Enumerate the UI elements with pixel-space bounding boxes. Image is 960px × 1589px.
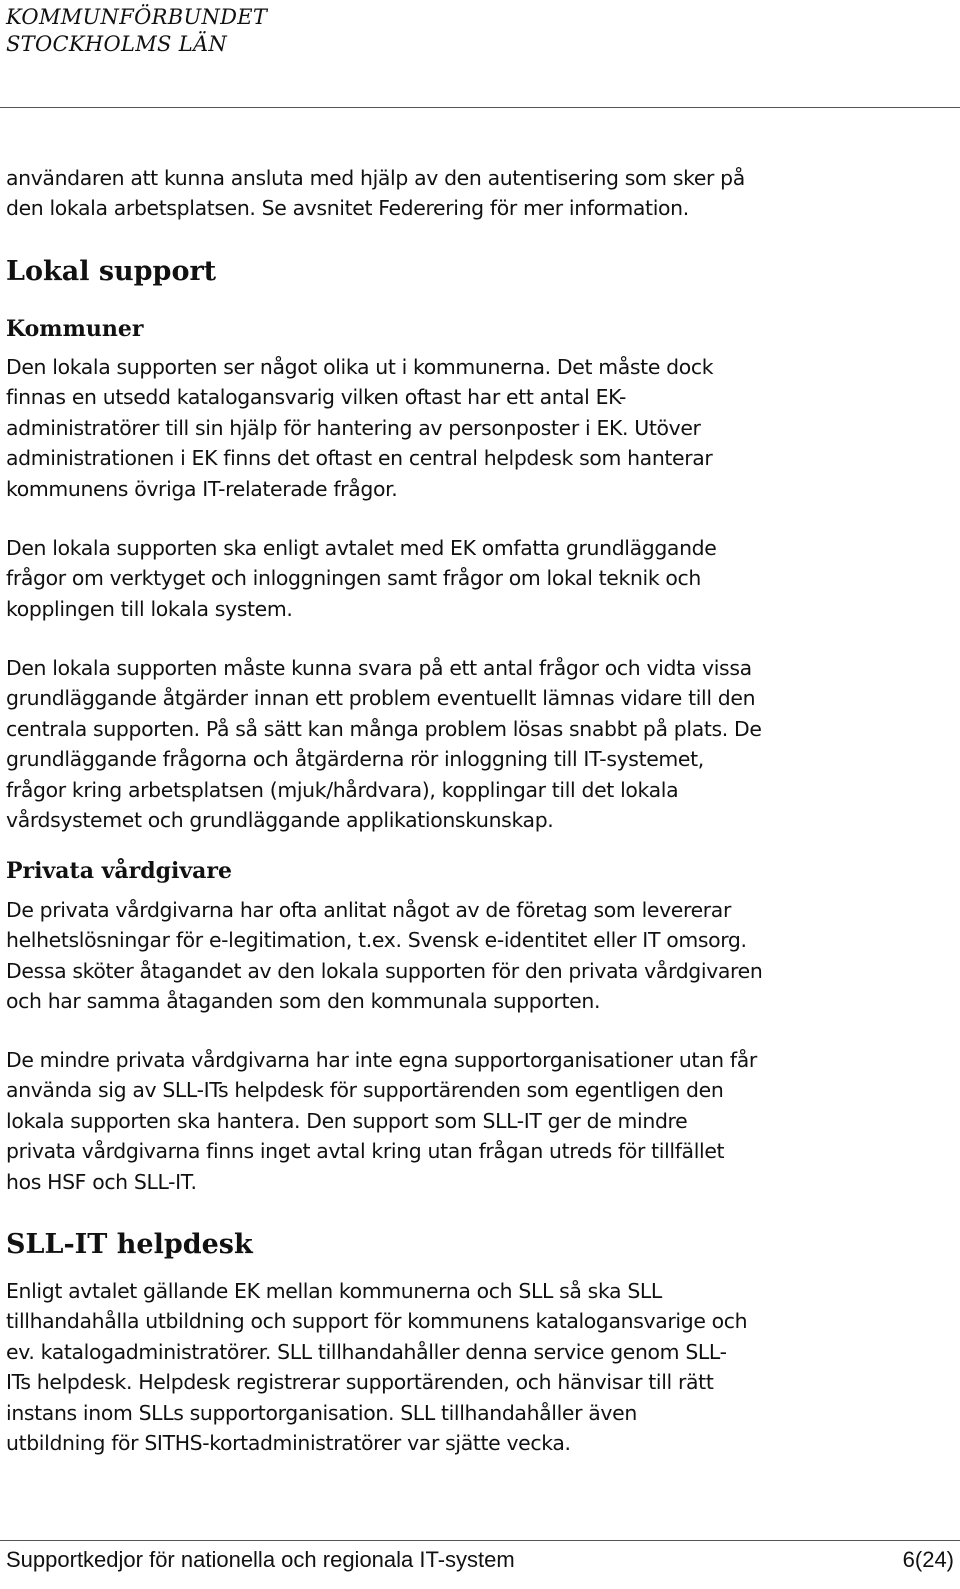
text-line: ITs helpdesk. Helpdesk registrerar supportärenden, och hänvisar till rätt	[6, 1370, 714, 1395]
text-line: lokala supporten ska hantera. Den support som SLL-IT ger de mindre	[6, 1108, 688, 1133]
text-line: finnas en utsedd katalogansvarig vilken oftast har ett antal EK-	[6, 385, 627, 410]
text-line: De mindre privata vårdgivarna har inte egna supportorganisationer utan får	[6, 1048, 757, 1072]
text-line: användaren att kunna ansluta med hjälp av den autentisering som sker på	[6, 166, 745, 190]
text-line: administratörer till sin hjälp för hantering av personposter i EK. Utöver	[6, 415, 701, 440]
privata-paragraph-1	[6, 895, 954, 1017]
text-line: och har samma åtaganden som den kommunala supporten.	[6, 989, 601, 1014]
text-line: utbildning för SITHS-kortadministratörer var sjätte vecka.	[6, 1431, 571, 1456]
section-heading-lokal-support: Lokal support	[6, 256, 217, 287]
kommuner-paragraph-3	[6, 653, 954, 835]
text-line: hos HSF och SLL-IT.	[6, 1169, 197, 1194]
text-line: den lokala arbetsplatsen. Se avsnitet Federering för mer information.	[6, 196, 689, 221]
header-org-line-2: STOCKHOLMS LÄN	[6, 32, 228, 56]
sllit-paragraph-1	[6, 1276, 954, 1458]
text-line: tillhandahålla utbildning och support för kommunens katalogansvarige och	[6, 1309, 748, 1334]
text-line: använda sig av SLL-ITs helpdesk för supportärenden som egentligen den	[6, 1078, 724, 1103]
text-line: grundläggande åtgärder innan ett problem eventuellt lämnas vidare till den	[6, 686, 756, 711]
kommuner-paragraph-2	[6, 533, 954, 624]
text-line: Den lokala supporten måste kunna svara på ett antal frågor och vidta vissa	[6, 656, 752, 680]
footer-page-number: 6(24)	[902, 1547, 954, 1572]
text-line: grundläggande frågorna och åtgärderna rör inloggning till IT-systemet,	[6, 747, 704, 772]
text-line: De privata vårdgivarna har ofta anlitat något av de företag som levererar	[6, 898, 731, 922]
text-line: Dessa sköter åtagandet av den lokala supporten för den privata vårdgivaren	[6, 958, 763, 983]
header-org-line-1: KOMMUNFÖRBUNDET	[6, 5, 268, 29]
text-line: vårdsystemet och grundläggande applikationskunskap.	[6, 808, 554, 833]
subsection-heading-privata-vardgivare: Privata vårdgivare	[6, 858, 232, 884]
header-organization	[6, 4, 267, 58]
text-line: administrationen i EK finns det oftast en central helpdesk som hanterar	[6, 446, 713, 471]
intro-paragraph	[6, 163, 954, 224]
text-line: helhetslösningar för e-legitimation, t.ex. Svensk e-identitet eller IT omsorg.	[6, 928, 747, 953]
text-line: frågor kring arbetsplatsen (mjuk/hårdvara), kopplingar till det lokala	[6, 777, 679, 802]
subsection-heading-kommuner: Kommuner	[6, 316, 144, 342]
text-line: kopplingen till lokala system.	[6, 596, 293, 621]
privata-paragraph-2	[6, 1045, 954, 1197]
footer-document-title: Supportkedjor för nationella och regionala IT-system	[6, 1547, 515, 1572]
text-line: Den lokala supporten ser något olika ut i kommunerna. Det måste dock	[6, 355, 714, 379]
text-line: instans inom SLLs supportorganisation. SLL tillhandahåller även	[6, 1400, 637, 1425]
text-line: privata vårdgivarna finns inget avtal kring utan frågan utreds för tillfället	[6, 1139, 725, 1164]
text-line: Enligt avtalet gällande EK mellan kommunerna och SLL så ska SLL	[6, 1279, 662, 1303]
text-line: kommunens övriga IT-relaterade frågor.	[6, 476, 398, 501]
text-line: Den lokala supporten ska enligt avtalet med EK omfatta grundläggande	[6, 536, 717, 560]
section-heading-sll-it-helpdesk: SLL-IT helpdesk	[6, 1229, 253, 1260]
kommuner-paragraph-1	[6, 352, 954, 504]
header-divider	[0, 107, 960, 108]
text-line: ev. katalogadministratörer. SLL tillhandahåller denna service genom SLL-	[6, 1339, 727, 1364]
footer-divider	[0, 1540, 960, 1541]
text-line: frågor om verktyget och inloggningen samt frågor om lokal teknik och	[6, 566, 701, 591]
text-line: centrala supporten. På så sätt kan många problem lösas snabbt på plats. De	[6, 716, 762, 741]
